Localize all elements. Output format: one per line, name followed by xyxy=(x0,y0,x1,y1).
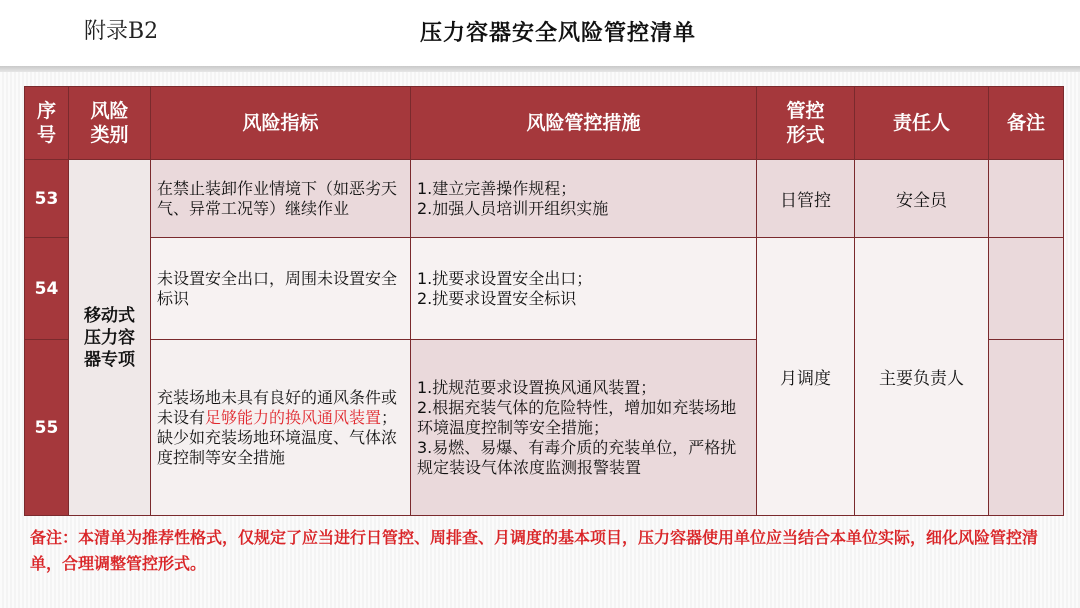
row-seq: 55 xyxy=(25,340,69,516)
column-header-measures: 风险管控措施 xyxy=(411,87,757,160)
risk-indicator-cell xyxy=(151,340,411,516)
row-seq: 53 xyxy=(25,160,69,238)
remark-cell xyxy=(989,238,1064,340)
responsible-cell: 主要负责人 xyxy=(855,238,989,516)
remark-cell xyxy=(989,160,1064,238)
appendix-label: 附录B2 xyxy=(84,19,159,44)
control-measures-cell xyxy=(411,340,757,516)
table-header-row xyxy=(25,87,1064,160)
control-form-cell: 日管控 xyxy=(757,160,855,238)
column-header-control-form xyxy=(757,87,855,160)
indicator-text: ；缺少如充装场地环境温度、气体浓度控制等安全措施 xyxy=(157,407,398,467)
control-form-cell: 月调度 xyxy=(757,238,855,516)
measure-line: 2.扰要求设置安全标识 xyxy=(417,288,577,308)
column-header-category xyxy=(69,87,151,160)
column-header-control-form-label: 管控形式 xyxy=(786,100,825,146)
table-row xyxy=(25,160,1064,238)
measure-line: 1.建立完善操作规程； xyxy=(417,178,577,198)
risk-control-table xyxy=(24,86,1064,516)
row-seq: 54 xyxy=(25,238,69,340)
risk-indicator-cell: 在禁止装卸作业情境下（如恶劣天气、异常工况等）继续作业 xyxy=(151,160,411,238)
indicator-text: 充装场地未具有良好的通风条件或未设有 xyxy=(157,387,398,427)
measure-line: 1.扰规范要求设置换风通风装置； xyxy=(417,377,657,397)
control-measures-cell xyxy=(411,160,757,238)
measure-line: 3.易燃、易爆、有毒介质的充装单位，严格扰规定装设气体浓度监测报警装置 xyxy=(417,437,737,477)
footnote: 备注：本清单为推荐性格式，仅规定了应当进行日管控、周排查、月调度的基本项目，压力容器使用单位应当结合本单位实际，细化风险管控清单，合理调整管控形式。 xyxy=(30,528,1039,573)
risk-indicator-cell: 未设置安全出口，周围未设置安全标识 xyxy=(151,238,411,340)
responsible-cell: 安全员 xyxy=(855,160,989,238)
table-row xyxy=(25,238,1064,340)
measure-line: 2.加强人员培训开组织实施 xyxy=(417,198,609,218)
column-header-seq xyxy=(25,87,69,160)
measure-line: 2.根据充装气体的危险特性，增加如充装场地环境温度控制等安全措施； xyxy=(417,397,737,437)
page-header xyxy=(0,0,1080,70)
column-header-category-label: 风险类别 xyxy=(90,100,129,146)
risk-category-cell xyxy=(69,160,151,516)
remark-cell xyxy=(989,340,1064,516)
column-header-indicator: 风险指标 xyxy=(151,87,411,160)
page-title: 压力容器安全风险管控清单 xyxy=(420,21,697,46)
risk-category-label: 移动式压力容器专项 xyxy=(84,305,135,370)
indicator-highlight: 足够能力的换风通风装置 xyxy=(205,407,382,427)
header-divider xyxy=(0,66,1080,72)
measure-line: 1.扰要求设置安全出口； xyxy=(417,268,593,288)
column-header-seq-label: 序号 xyxy=(36,100,56,146)
control-measures-cell xyxy=(411,238,757,340)
column-header-remark: 备注 xyxy=(989,87,1064,160)
column-header-responsible: 责任人 xyxy=(855,87,989,160)
